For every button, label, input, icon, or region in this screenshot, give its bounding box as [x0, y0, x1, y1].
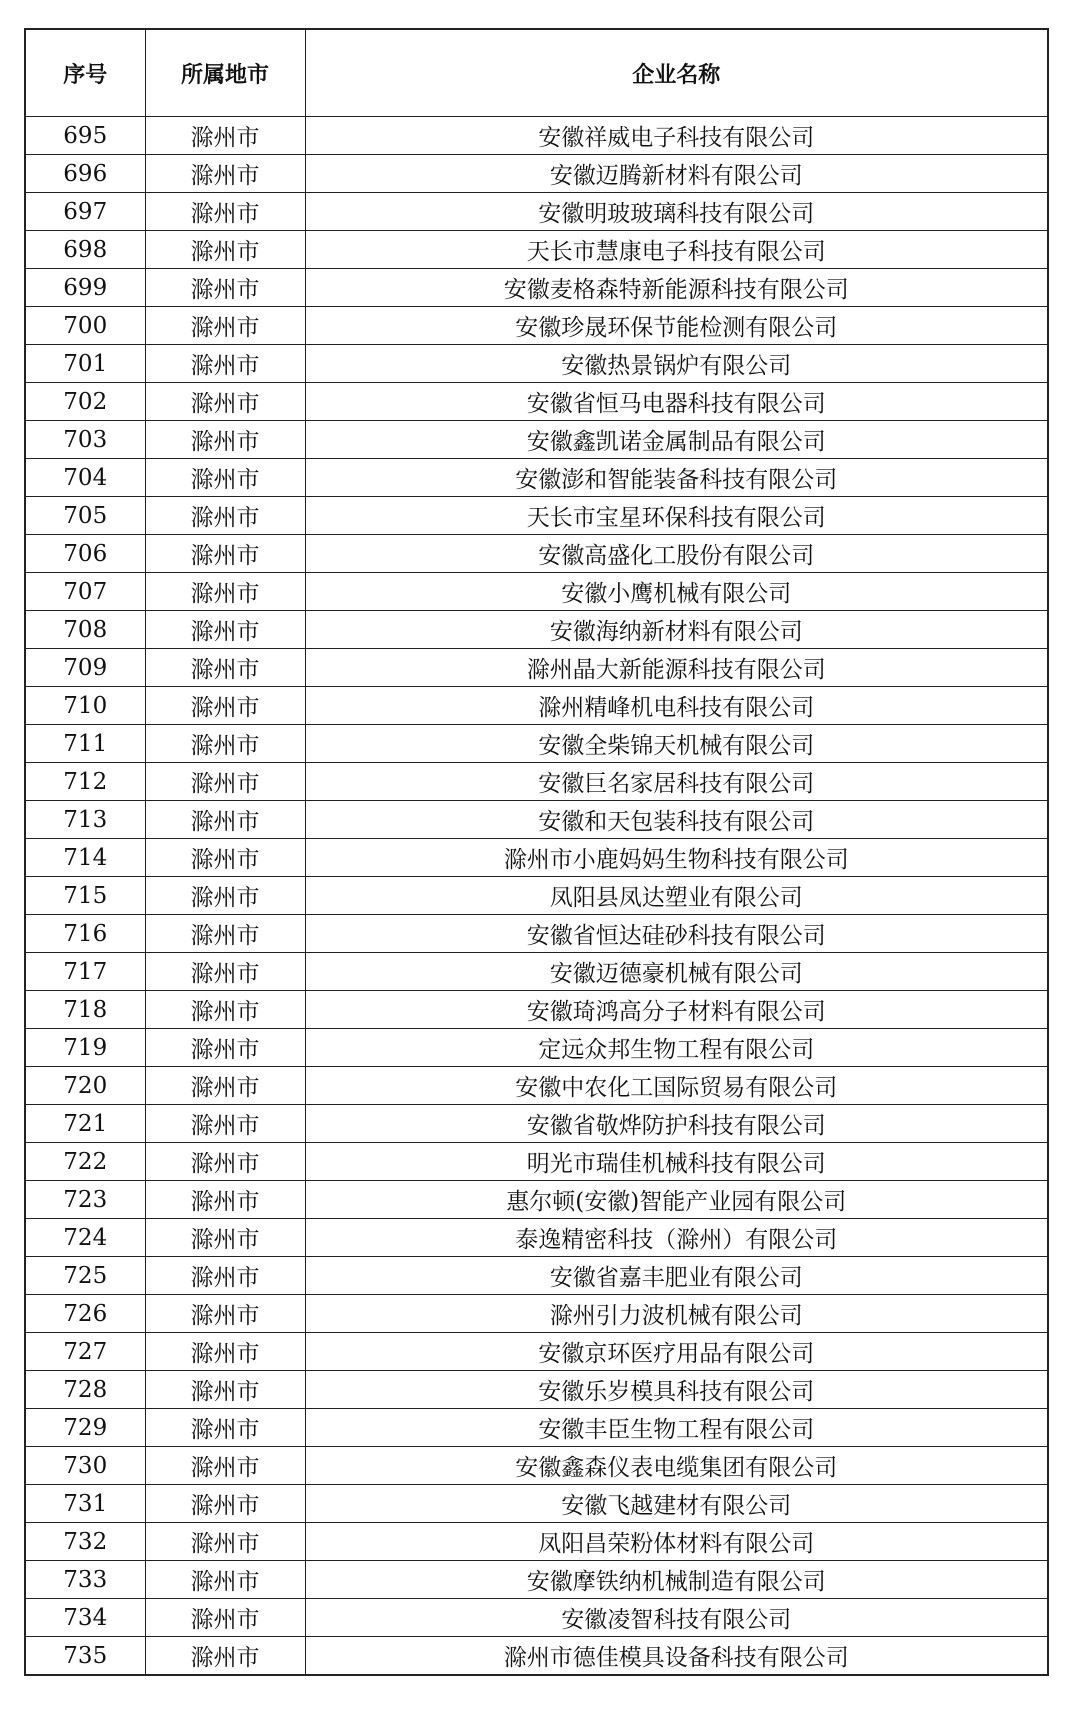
- cell-company-name: 惠尔顿(安徽)智能产业园有限公司: [305, 1181, 1048, 1219]
- cell-city: 滁州市: [145, 231, 305, 269]
- table-row: [25, 1181, 1048, 1219]
- cell-company-name: 泰逸精密科技（滁州）有限公司: [305, 1219, 1048, 1257]
- table-row: [25, 231, 1048, 269]
- cell-city: 滁州市: [145, 801, 305, 839]
- cell-index: 718: [25, 991, 145, 1029]
- cell-index: 699: [25, 269, 145, 307]
- cell-index: 707: [25, 573, 145, 611]
- cell-index: 734: [25, 1599, 145, 1637]
- cell-index: 714: [25, 839, 145, 877]
- cell-company-name: 安徽海纳新材料有限公司: [305, 611, 1048, 649]
- table-row: [25, 1485, 1048, 1523]
- cell-city: 滁州市: [145, 1067, 305, 1105]
- cell-company-name: 安徽祥威电子科技有限公司: [305, 117, 1048, 155]
- cell-company-name: 安徽飞越建材有限公司: [305, 1485, 1048, 1523]
- cell-company-name: 凤阳县凤达塑业有限公司: [305, 877, 1048, 915]
- table-row: [25, 1105, 1048, 1143]
- cell-city: 滁州市: [145, 611, 305, 649]
- cell-index: 728: [25, 1371, 145, 1409]
- cell-city: 滁州市: [145, 1637, 305, 1676]
- table-row: [25, 573, 1048, 611]
- table-row: [25, 763, 1048, 801]
- table-row: [25, 497, 1048, 535]
- cell-index: 726: [25, 1295, 145, 1333]
- cell-city: 滁州市: [145, 155, 305, 193]
- cell-company-name: 安徽热景锅炉有限公司: [305, 345, 1048, 383]
- cell-index: 703: [25, 421, 145, 459]
- cell-index: 698: [25, 231, 145, 269]
- cell-index: 712: [25, 763, 145, 801]
- table-body: [25, 117, 1048, 1676]
- cell-company-name: 安徽迈腾新材料有限公司: [305, 155, 1048, 193]
- cell-index: 696: [25, 155, 145, 193]
- table-row: [25, 535, 1048, 573]
- table-row: [25, 1637, 1048, 1676]
- cell-city: 滁州市: [145, 1485, 305, 1523]
- table-row: [25, 687, 1048, 725]
- cell-index: 724: [25, 1219, 145, 1257]
- cell-index: 700: [25, 307, 145, 345]
- cell-city: 滁州市: [145, 877, 305, 915]
- cell-city: 滁州市: [145, 421, 305, 459]
- cell-city: 滁州市: [145, 687, 305, 725]
- cell-index: 704: [25, 459, 145, 497]
- cell-company-name: 滁州精峰机电科技有限公司: [305, 687, 1048, 725]
- table-row: [25, 269, 1048, 307]
- cell-index: 727: [25, 1333, 145, 1371]
- table-row: [25, 155, 1048, 193]
- cell-city: 滁州市: [145, 1181, 305, 1219]
- cell-index: 708: [25, 611, 145, 649]
- cell-city: 滁州市: [145, 991, 305, 1029]
- cell-index: 706: [25, 535, 145, 573]
- cell-index: 709: [25, 649, 145, 687]
- cell-company-name: 天长市慧康电子科技有限公司: [305, 231, 1048, 269]
- cell-city: 滁州市: [145, 839, 305, 877]
- cell-company-name: 凤阳昌荣粉体材料有限公司: [305, 1523, 1048, 1561]
- table-row: [25, 1219, 1048, 1257]
- cell-index: 732: [25, 1523, 145, 1561]
- cell-city: 滁州市: [145, 459, 305, 497]
- cell-company-name: 安徽迈德豪机械有限公司: [305, 953, 1048, 991]
- cell-index: 702: [25, 383, 145, 421]
- table-header: [25, 29, 1048, 117]
- cell-city: 滁州市: [145, 1371, 305, 1409]
- cell-company-name: 安徽珍晟环保节能检测有限公司: [305, 307, 1048, 345]
- cell-index: 733: [25, 1561, 145, 1599]
- cell-company-name: 明光市瑞佳机械科技有限公司: [305, 1143, 1048, 1181]
- table-row: [25, 383, 1048, 421]
- cell-city: 滁州市: [145, 953, 305, 991]
- header-company-name: 企业名称: [305, 29, 1048, 117]
- cell-company-name: 安徽乐岁模具科技有限公司: [305, 1371, 1048, 1409]
- cell-city: 滁州市: [145, 1105, 305, 1143]
- cell-city: 滁州市: [145, 1029, 305, 1067]
- cell-company-name: 安徽省恒马电器科技有限公司: [305, 383, 1048, 421]
- cell-city: 滁州市: [145, 1599, 305, 1637]
- cell-city: 滁州市: [145, 1143, 305, 1181]
- cell-city: 滁州市: [145, 497, 305, 535]
- cell-index: 729: [25, 1409, 145, 1447]
- header-index: 序号: [25, 29, 145, 117]
- cell-index: 725: [25, 1257, 145, 1295]
- table-row: [25, 1067, 1048, 1105]
- cell-index: 715: [25, 877, 145, 915]
- cell-index: 705: [25, 497, 145, 535]
- table-row: [25, 117, 1048, 155]
- cell-city: 滁州市: [145, 725, 305, 763]
- table-row: [25, 1561, 1048, 1599]
- cell-city: 滁州市: [145, 763, 305, 801]
- cell-company-name: 安徽麦格森特新能源科技有限公司: [305, 269, 1048, 307]
- cell-city: 滁州市: [145, 649, 305, 687]
- cell-city: 滁州市: [145, 1295, 305, 1333]
- cell-index: 717: [25, 953, 145, 991]
- cell-city: 滁州市: [145, 573, 305, 611]
- cell-company-name: 安徽丰臣生物工程有限公司: [305, 1409, 1048, 1447]
- cell-index: 730: [25, 1447, 145, 1485]
- cell-index: 701: [25, 345, 145, 383]
- cell-city: 滁州市: [145, 269, 305, 307]
- table-row: [25, 421, 1048, 459]
- cell-company-name: 安徽京环医疗用品有限公司: [305, 1333, 1048, 1371]
- table-row: [25, 991, 1048, 1029]
- cell-company-name: 安徽省敬烨防护科技有限公司: [305, 1105, 1048, 1143]
- cell-city: 滁州市: [145, 383, 305, 421]
- cell-company-name: 安徽摩铁纳机械制造有限公司: [305, 1561, 1048, 1599]
- header-row: [25, 29, 1048, 117]
- cell-index: 716: [25, 915, 145, 953]
- cell-index: 713: [25, 801, 145, 839]
- table-row: [25, 801, 1048, 839]
- cell-city: 滁州市: [145, 1333, 305, 1371]
- cell-company-name: 滁州市小鹿妈妈生物科技有限公司: [305, 839, 1048, 877]
- table-row: [25, 611, 1048, 649]
- table-row: [25, 649, 1048, 687]
- table-row: [25, 839, 1048, 877]
- cell-company-name: 安徽明玻玻璃科技有限公司: [305, 193, 1048, 231]
- cell-company-name: 安徽省恒达硅砂科技有限公司: [305, 915, 1048, 953]
- cell-city: 滁州市: [145, 915, 305, 953]
- table-row: [25, 1371, 1048, 1409]
- cell-index: 710: [25, 687, 145, 725]
- cell-company-name: 安徽中农化工国际贸易有限公司: [305, 1067, 1048, 1105]
- table-row: [25, 725, 1048, 763]
- cell-city: 滁州市: [145, 1409, 305, 1447]
- cell-city: 滁州市: [145, 535, 305, 573]
- cell-city: 滁州市: [145, 1523, 305, 1561]
- header-city: 所属地市: [145, 29, 305, 117]
- cell-index: 720: [25, 1067, 145, 1105]
- cell-city: 滁州市: [145, 345, 305, 383]
- cell-index: 719: [25, 1029, 145, 1067]
- cell-company-name: 安徽鑫森仪表电缆集团有限公司: [305, 1447, 1048, 1485]
- table-row: [25, 1029, 1048, 1067]
- cell-city: 滁州市: [145, 1447, 305, 1485]
- table-row: [25, 307, 1048, 345]
- cell-company-name: 定远众邦生物工程有限公司: [305, 1029, 1048, 1067]
- table-row: [25, 953, 1048, 991]
- table-row: [25, 1447, 1048, 1485]
- table-row: [25, 345, 1048, 383]
- table-row: [25, 1295, 1048, 1333]
- cell-city: 滁州市: [145, 1561, 305, 1599]
- cell-company-name: 滁州引力波机械有限公司: [305, 1295, 1048, 1333]
- cell-city: 滁州市: [145, 1219, 305, 1257]
- cell-company-name: 安徽全柴锦天机械有限公司: [305, 725, 1048, 763]
- cell-index: 735: [25, 1637, 145, 1676]
- cell-company-name: 安徽澎和智能装备科技有限公司: [305, 459, 1048, 497]
- company-table: [24, 28, 1049, 1676]
- table-row: [25, 193, 1048, 231]
- table-row: [25, 877, 1048, 915]
- cell-city: 滁州市: [145, 1257, 305, 1295]
- table-row: [25, 915, 1048, 953]
- cell-index: 722: [25, 1143, 145, 1181]
- cell-company-name: 天长市宝星环保科技有限公司: [305, 497, 1048, 535]
- cell-index: 723: [25, 1181, 145, 1219]
- cell-company-name: 安徽琦鸿高分子材料有限公司: [305, 991, 1048, 1029]
- table-row: [25, 1599, 1048, 1637]
- cell-company-name: 安徽巨名家居科技有限公司: [305, 763, 1048, 801]
- table-row: [25, 1143, 1048, 1181]
- cell-company-name: 安徽和天包装科技有限公司: [305, 801, 1048, 839]
- cell-city: 滁州市: [145, 117, 305, 155]
- cell-company-name: 安徽凌智科技有限公司: [305, 1599, 1048, 1637]
- cell-company-name: 滁州晶大新能源科技有限公司: [305, 649, 1048, 687]
- table-row: [25, 1409, 1048, 1447]
- table-row: [25, 1523, 1048, 1561]
- cell-company-name: 安徽小鹰机械有限公司: [305, 573, 1048, 611]
- cell-index: 731: [25, 1485, 145, 1523]
- cell-index: 711: [25, 725, 145, 763]
- table-row: [25, 1333, 1048, 1371]
- table-row: [25, 459, 1048, 497]
- cell-city: 滁州市: [145, 193, 305, 231]
- table-row: [25, 1257, 1048, 1295]
- cell-company-name: 安徽省嘉丰肥业有限公司: [305, 1257, 1048, 1295]
- cell-company-name: 安徽鑫凯诺金属制品有限公司: [305, 421, 1048, 459]
- cell-index: 697: [25, 193, 145, 231]
- cell-index: 695: [25, 117, 145, 155]
- cell-company-name: 安徽高盛化工股份有限公司: [305, 535, 1048, 573]
- cell-index: 721: [25, 1105, 145, 1143]
- cell-city: 滁州市: [145, 307, 305, 345]
- cell-company-name: 滁州市德佳模具设备科技有限公司: [305, 1637, 1048, 1676]
